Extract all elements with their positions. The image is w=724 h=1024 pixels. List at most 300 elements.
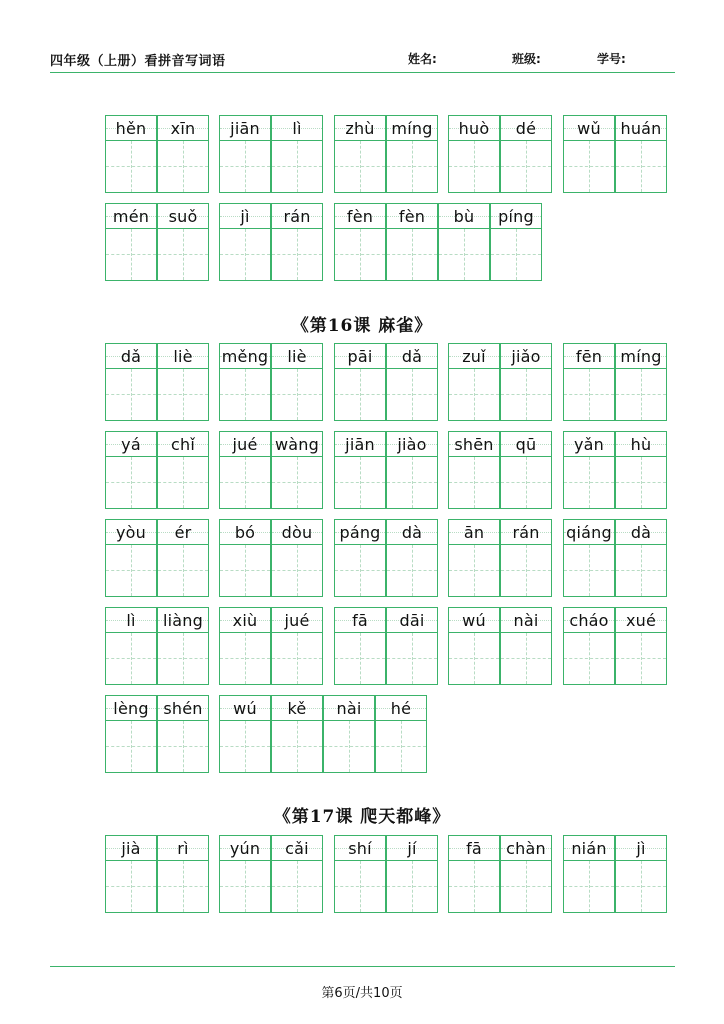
- hanzi-writing-box[interactable]: [448, 860, 500, 913]
- pinyin-text: hěn: [115, 118, 147, 138]
- char-cell: [563, 115, 615, 195]
- char-cell: [105, 115, 157, 195]
- pinyin-text: lì: [126, 610, 136, 630]
- pinyin-box: [157, 695, 209, 721]
- word-box: [105, 431, 209, 511]
- hanzi-writing-box[interactable]: [105, 860, 157, 913]
- pinyin-box: [448, 835, 500, 861]
- hanzi-writing-box[interactable]: [219, 456, 271, 509]
- char-cell: [271, 695, 323, 775]
- char-cell: [219, 519, 271, 599]
- pinyin-box: [219, 343, 271, 369]
- pinyin-box: [448, 115, 500, 141]
- hanzi-writing-box[interactable]: [157, 544, 209, 597]
- pinyin-box: [386, 835, 438, 861]
- pinyin-text: jiān: [230, 118, 260, 138]
- char-cell: [334, 607, 386, 687]
- pinyin-text: xiù: [232, 610, 258, 630]
- char-cell: [438, 203, 490, 283]
- char-cell: [105, 695, 157, 775]
- pinyin-text: měng: [221, 346, 269, 366]
- char-cell: [448, 343, 500, 423]
- word-box: [448, 343, 552, 423]
- hanzi-writing-box[interactable]: [271, 632, 323, 685]
- hanzi-writing-box[interactable]: [271, 140, 323, 193]
- pinyin-box: [271, 115, 323, 141]
- footer-divider: [50, 966, 675, 967]
- hanzi-writing-box[interactable]: [615, 140, 667, 193]
- pinyin-text: shén: [163, 698, 203, 718]
- pinyin-box: [105, 835, 157, 861]
- pinyin-text: píng: [498, 206, 534, 226]
- hanzi-writing-box[interactable]: [334, 456, 386, 509]
- hanzi-writing-box[interactable]: [105, 456, 157, 509]
- char-cell: [157, 115, 209, 195]
- hanzi-writing-box[interactable]: [563, 632, 615, 685]
- pinyin-box: [105, 607, 157, 633]
- pinyin-box: [438, 203, 490, 229]
- pinyin-text: xué: [625, 610, 657, 630]
- hanzi-writing-box[interactable]: [386, 368, 438, 421]
- hanzi-writing-box[interactable]: [157, 140, 209, 193]
- word-box: [563, 431, 667, 511]
- char-cell: [563, 607, 615, 687]
- char-cell: [386, 835, 438, 915]
- char-cell: [157, 203, 209, 283]
- hanzi-writing-box[interactable]: [105, 140, 157, 193]
- pinyin-text: qū: [515, 434, 537, 454]
- char-cell: [334, 519, 386, 599]
- char-cell: [615, 115, 667, 195]
- pinyin-box: [105, 431, 157, 457]
- char-cell: [219, 203, 271, 283]
- pinyin-text: chǐ: [171, 434, 195, 454]
- char-cell: [563, 835, 615, 915]
- pinyin-text: chàn: [506, 838, 546, 858]
- pinyin-text: bó: [234, 522, 256, 542]
- word-box: [563, 115, 667, 195]
- pinyin-box: [448, 607, 500, 633]
- hanzi-writing-box[interactable]: [386, 860, 438, 913]
- char-cell: [105, 519, 157, 599]
- char-cell: [157, 343, 209, 423]
- pinyin-text: yòu: [116, 522, 146, 542]
- hanzi-writing-box[interactable]: [448, 456, 500, 509]
- hanzi-writing-box[interactable]: [157, 456, 209, 509]
- hanzi-writing-box[interactable]: [386, 228, 438, 281]
- hanzi-writing-box[interactable]: [219, 860, 271, 913]
- pinyin-text: qiáng: [566, 522, 612, 542]
- word-box: [448, 431, 552, 511]
- char-cell: [219, 607, 271, 687]
- pinyin-box: [271, 607, 323, 633]
- pinyin-box: [563, 835, 615, 861]
- pinyin-box: [157, 115, 209, 141]
- hanzi-writing-box[interactable]: [157, 860, 209, 913]
- pinyin-box: [615, 431, 667, 457]
- pinyin-text: fèn: [346, 206, 374, 226]
- pinyin-text: dǎ: [120, 346, 142, 366]
- char-cell: [157, 835, 209, 915]
- word-box: [105, 519, 209, 599]
- word-box: [334, 203, 542, 283]
- pinyin-box: [500, 607, 552, 633]
- char-cell: [271, 203, 323, 283]
- word-box: [334, 519, 438, 599]
- word-box: [563, 607, 667, 687]
- pinyin-text: jì: [636, 838, 646, 858]
- lesson-16-title: 《第16课 麻雀》: [291, 316, 433, 336]
- char-cell: [105, 607, 157, 687]
- char-cell: [500, 431, 552, 511]
- hanzi-writing-box[interactable]: [448, 632, 500, 685]
- word-box: [448, 835, 552, 915]
- hanzi-writing-box[interactable]: [615, 860, 667, 913]
- hanzi-writing-box[interactable]: [615, 368, 667, 421]
- hanzi-writing-box[interactable]: [563, 860, 615, 913]
- pinyin-text: dāi: [399, 610, 425, 630]
- hanzi-writing-box[interactable]: [563, 140, 615, 193]
- pinyin-text: jiào: [397, 434, 427, 454]
- hanzi-writing-box[interactable]: [563, 456, 615, 509]
- pinyin-text: yǎn: [573, 434, 604, 454]
- hanzi-writing-box[interactable]: [105, 720, 157, 773]
- hanzi-writing-box[interactable]: [500, 456, 552, 509]
- pinyin-text: jià: [121, 838, 141, 858]
- char-cell: [105, 431, 157, 511]
- pinyin-text: jiān: [345, 434, 375, 454]
- pinyin-box: [105, 115, 157, 141]
- pinyin-text: dòu: [281, 522, 313, 542]
- pinyin-text: ān: [463, 522, 485, 542]
- char-cell: [219, 695, 271, 775]
- pinyin-text: jiǎo: [511, 346, 541, 366]
- name-label: 姓名:: [408, 52, 437, 66]
- word-box: [563, 343, 667, 423]
- hanzi-writing-box[interactable]: [271, 456, 323, 509]
- word-box: [105, 115, 209, 195]
- pinyin-box: [386, 343, 438, 369]
- char-cell: [615, 607, 667, 687]
- student-id-label: 学号:: [597, 52, 626, 66]
- page-number: 第6页/共10页: [321, 986, 403, 1001]
- hanzi-writing-box[interactable]: [500, 860, 552, 913]
- char-cell: [219, 835, 271, 915]
- pinyin-text: shēn: [454, 434, 494, 454]
- pinyin-box: [375, 695, 427, 721]
- pinyin-box: [271, 343, 323, 369]
- pinyin-box: [219, 519, 271, 545]
- pinyin-text: wàng: [275, 434, 319, 454]
- pinyin-text: fā: [466, 838, 482, 858]
- hanzi-writing-box[interactable]: [334, 860, 386, 913]
- pinyin-text: páng: [339, 522, 381, 542]
- pinyin-text: cháo: [569, 610, 609, 630]
- word-box: [219, 835, 323, 915]
- pinyin-text: zhù: [345, 118, 375, 138]
- char-cell: [334, 431, 386, 511]
- hanzi-writing-box[interactable]: [500, 140, 552, 193]
- pinyin-box: [323, 695, 375, 721]
- pinyin-box: [386, 203, 438, 229]
- char-cell: [334, 115, 386, 195]
- pinyin-box: [271, 835, 323, 861]
- pinyin-box: [219, 695, 271, 721]
- pinyin-box: [448, 343, 500, 369]
- pinyin-text: jué: [232, 434, 258, 454]
- char-cell: [375, 695, 427, 775]
- char-cell: [157, 431, 209, 511]
- char-cell: [490, 203, 542, 283]
- pinyin-box: [615, 519, 667, 545]
- pinyin-text: jí: [407, 838, 417, 858]
- header-divider: [50, 72, 675, 73]
- pinyin-text: míng: [620, 346, 662, 366]
- pinyin-box: [500, 431, 552, 457]
- hanzi-writing-box[interactable]: [490, 228, 542, 281]
- pinyin-box: [563, 431, 615, 457]
- hanzi-writing-box[interactable]: [271, 368, 323, 421]
- hanzi-writing-box[interactable]: [271, 720, 323, 773]
- pinyin-text: liè: [287, 346, 307, 366]
- pinyin-box: [615, 835, 667, 861]
- hanzi-writing-box[interactable]: [334, 544, 386, 597]
- hanzi-writing-box[interactable]: [271, 228, 323, 281]
- pinyin-text: míng: [391, 118, 433, 138]
- pinyin-box: [334, 115, 386, 141]
- hanzi-writing-box[interactable]: [386, 140, 438, 193]
- hanzi-writing-box[interactable]: [157, 228, 209, 281]
- hanzi-writing-box[interactable]: [105, 228, 157, 281]
- pinyin-text: wǔ: [577, 118, 601, 138]
- pinyin-box: [334, 343, 386, 369]
- char-cell: [386, 115, 438, 195]
- word-box: [105, 607, 209, 687]
- word-box: [334, 431, 438, 511]
- pinyin-text: suǒ: [168, 206, 198, 226]
- hanzi-writing-box[interactable]: [563, 368, 615, 421]
- char-cell: [219, 431, 271, 511]
- word-box: [334, 115, 438, 195]
- hanzi-writing-box[interactable]: [105, 632, 157, 685]
- hanzi-writing-box[interactable]: [219, 632, 271, 685]
- pinyin-text: xīn: [170, 118, 196, 138]
- hanzi-writing-box[interactable]: [271, 544, 323, 597]
- char-cell: [615, 835, 667, 915]
- pinyin-text: hé: [390, 698, 412, 718]
- page-header: [50, 50, 675, 72]
- char-cell: [500, 519, 552, 599]
- word-box: [334, 835, 438, 915]
- hanzi-writing-box[interactable]: [157, 720, 209, 773]
- hanzi-writing-box[interactable]: [219, 368, 271, 421]
- char-cell: [386, 519, 438, 599]
- char-cell: [563, 343, 615, 423]
- word-box: [219, 519, 323, 599]
- char-cell: [615, 343, 667, 423]
- hanzi-writing-box[interactable]: [334, 140, 386, 193]
- char-cell: [105, 203, 157, 283]
- char-cell: [157, 695, 209, 775]
- pinyin-text: yún: [229, 838, 261, 858]
- hanzi-writing-box[interactable]: [438, 228, 490, 281]
- char-cell: [448, 835, 500, 915]
- hanzi-writing-box[interactable]: [386, 456, 438, 509]
- pinyin-text: rán: [512, 522, 540, 542]
- hanzi-writing-box[interactable]: [105, 368, 157, 421]
- hanzi-writing-box[interactable]: [334, 632, 386, 685]
- hanzi-writing-box[interactable]: [615, 632, 667, 685]
- hanzi-writing-box[interactable]: [334, 228, 386, 281]
- pinyin-box: [615, 343, 667, 369]
- hanzi-writing-box[interactable]: [219, 544, 271, 597]
- pinyin-box: [157, 607, 209, 633]
- pinyin-text: lì: [292, 118, 302, 138]
- pinyin-text: huò: [458, 118, 490, 138]
- char-cell: [334, 203, 386, 283]
- pinyin-box: [334, 835, 386, 861]
- pinyin-text: dà: [401, 522, 423, 542]
- hanzi-writing-box[interactable]: [157, 368, 209, 421]
- pinyin-box: [157, 519, 209, 545]
- hanzi-writing-box[interactable]: [500, 632, 552, 685]
- pinyin-box: [500, 519, 552, 545]
- word-box: [448, 607, 552, 687]
- hanzi-writing-box[interactable]: [563, 544, 615, 597]
- pinyin-box: [448, 431, 500, 457]
- pinyin-box: [563, 607, 615, 633]
- word-box: [219, 607, 323, 687]
- char-cell: [448, 519, 500, 599]
- lesson-17-title: 《第17课 爬天都峰》: [273, 807, 451, 827]
- pinyin-box: [500, 115, 552, 141]
- pinyin-box: [334, 203, 386, 229]
- char-cell: [500, 607, 552, 687]
- word-box: [219, 115, 323, 195]
- hanzi-writing-box[interactable]: [615, 544, 667, 597]
- word-box: [563, 835, 667, 915]
- hanzi-writing-box[interactable]: [448, 544, 500, 597]
- char-cell: [563, 519, 615, 599]
- pinyin-box: [157, 343, 209, 369]
- char-cell: [386, 203, 438, 283]
- pinyin-box: [219, 431, 271, 457]
- pinyin-box: [271, 431, 323, 457]
- hanzi-writing-box[interactable]: [448, 368, 500, 421]
- pinyin-box: [219, 835, 271, 861]
- hanzi-writing-box[interactable]: [323, 720, 375, 773]
- worksheet-title: 四年级（上册）看拼音写词语: [50, 54, 226, 69]
- pinyin-text: jì: [240, 206, 250, 226]
- pinyin-box: [219, 115, 271, 141]
- pinyin-box: [271, 695, 323, 721]
- char-cell: [386, 343, 438, 423]
- char-cell: [334, 343, 386, 423]
- pinyin-text: cǎi: [285, 838, 309, 858]
- word-box: [219, 343, 323, 423]
- pinyin-text: dǎ: [401, 346, 423, 366]
- word-box: [219, 431, 323, 511]
- pinyin-box: [563, 115, 615, 141]
- pinyin-box: [563, 343, 615, 369]
- char-cell: [271, 343, 323, 423]
- pinyin-text: dé: [515, 118, 537, 138]
- hanzi-writing-box[interactable]: [219, 140, 271, 193]
- pinyin-text: yá: [121, 434, 141, 454]
- pinyin-box: [448, 519, 500, 545]
- hanzi-writing-box[interactable]: [448, 140, 500, 193]
- word-box: [105, 203, 209, 283]
- char-cell: [323, 695, 375, 775]
- hanzi-writing-box[interactable]: [105, 544, 157, 597]
- char-cell: [615, 431, 667, 511]
- hanzi-writing-box[interactable]: [219, 228, 271, 281]
- pinyin-text: bù: [453, 206, 475, 226]
- pinyin-text: lèng: [113, 698, 149, 718]
- char-cell: [448, 607, 500, 687]
- pinyin-text: fā: [352, 610, 368, 630]
- char-cell: [157, 607, 209, 687]
- char-cell: [105, 835, 157, 915]
- pinyin-text: fēn: [575, 346, 603, 366]
- char-cell: [500, 343, 552, 423]
- char-cell: [219, 115, 271, 195]
- hanzi-writing-box[interactable]: [375, 720, 427, 773]
- pinyin-box: [386, 519, 438, 545]
- char-cell: [271, 607, 323, 687]
- hanzi-writing-box[interactable]: [615, 456, 667, 509]
- pinyin-text: rán: [283, 206, 311, 226]
- char-cell: [563, 431, 615, 511]
- pinyin-text: kě: [287, 698, 307, 718]
- char-cell: [271, 431, 323, 511]
- word-box: [219, 203, 323, 283]
- char-cell: [271, 115, 323, 195]
- hanzi-writing-box[interactable]: [271, 860, 323, 913]
- word-box: [448, 115, 552, 195]
- pinyin-box: [563, 519, 615, 545]
- pinyin-box: [157, 431, 209, 457]
- pinyin-text: dà: [630, 522, 652, 542]
- pinyin-box: [105, 343, 157, 369]
- pinyin-text: liè: [173, 346, 193, 366]
- hanzi-writing-box[interactable]: [157, 632, 209, 685]
- hanzi-writing-box[interactable]: [386, 632, 438, 685]
- hanzi-writing-box[interactable]: [500, 544, 552, 597]
- hanzi-writing-box[interactable]: [334, 368, 386, 421]
- pinyin-box: [386, 431, 438, 457]
- char-cell: [386, 607, 438, 687]
- char-cell: [157, 519, 209, 599]
- word-box: [105, 343, 209, 423]
- word-box: [105, 835, 209, 915]
- hanzi-writing-box[interactable]: [500, 368, 552, 421]
- char-cell: [386, 431, 438, 511]
- word-box: [563, 519, 667, 599]
- char-cell: [615, 519, 667, 599]
- pinyin-box: [157, 203, 209, 229]
- word-box: [334, 607, 438, 687]
- pinyin-text: wú: [462, 610, 486, 630]
- pinyin-text: mén: [112, 206, 150, 226]
- pinyin-box: [334, 607, 386, 633]
- pinyin-text: jué: [284, 610, 310, 630]
- hanzi-writing-box[interactable]: [386, 544, 438, 597]
- hanzi-writing-box[interactable]: [219, 720, 271, 773]
- class-label: 班级:: [512, 52, 541, 66]
- pinyin-text: hù: [630, 434, 652, 454]
- pinyin-text: rì: [177, 838, 189, 858]
